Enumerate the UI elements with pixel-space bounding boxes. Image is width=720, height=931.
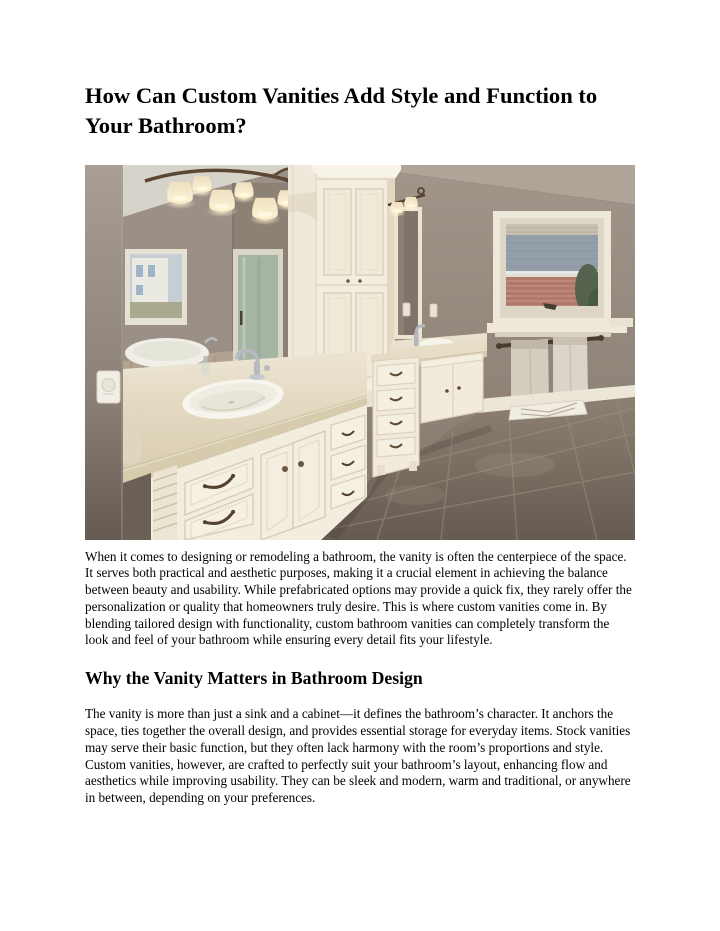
intro-paragraph: When it comes to designing or remodeling a bathroom, the vanity is often the centerpiece of the space. It serves both practical and aesthetic purposes, making it a crucial element in achieving the balance between beauty and usability. While prefabricated options may provide a quick fix, they rarely offer the personalization or quality that homeowners truly desire. This is where custom vanities come in. By blending tailored design with functionality, custom bathroom vanities can completely transform the look and feel of your bathroom while ensuring every detail fits your lifestyle. bbox=[85, 548, 632, 648]
second-mirror bbox=[394, 207, 422, 339]
switch-plate bbox=[97, 371, 120, 403]
bathroom-photo bbox=[85, 165, 635, 540]
section-heading: Why the Vanity Matters in Bathroom Design bbox=[85, 668, 423, 689]
page-title: How Can Custom Vanities Add Style and Function to Your Bathroom? bbox=[85, 83, 598, 138]
section-paragraph: The vanity is more than just a sink and a cabinet—it defines the bathroom’s character. It anchors the space, ties together the overall design, and provides essential storage for everyday items. Stock vanities may serve their basic function, but they often lack harmony with the room’s proportions and style. Custom vanities, however, are crafted to perfectly suit your bathroom’s layout, enhancing flow and aesthetics while improving usability. They can be sleek and modern, warm and traditional, or anywhere in between, depending on your preferences. bbox=[85, 706, 631, 806]
left-wall bbox=[85, 165, 123, 540]
mirror-frame-arch bbox=[288, 165, 322, 381]
bathroom-photo-illustration bbox=[85, 165, 635, 540]
